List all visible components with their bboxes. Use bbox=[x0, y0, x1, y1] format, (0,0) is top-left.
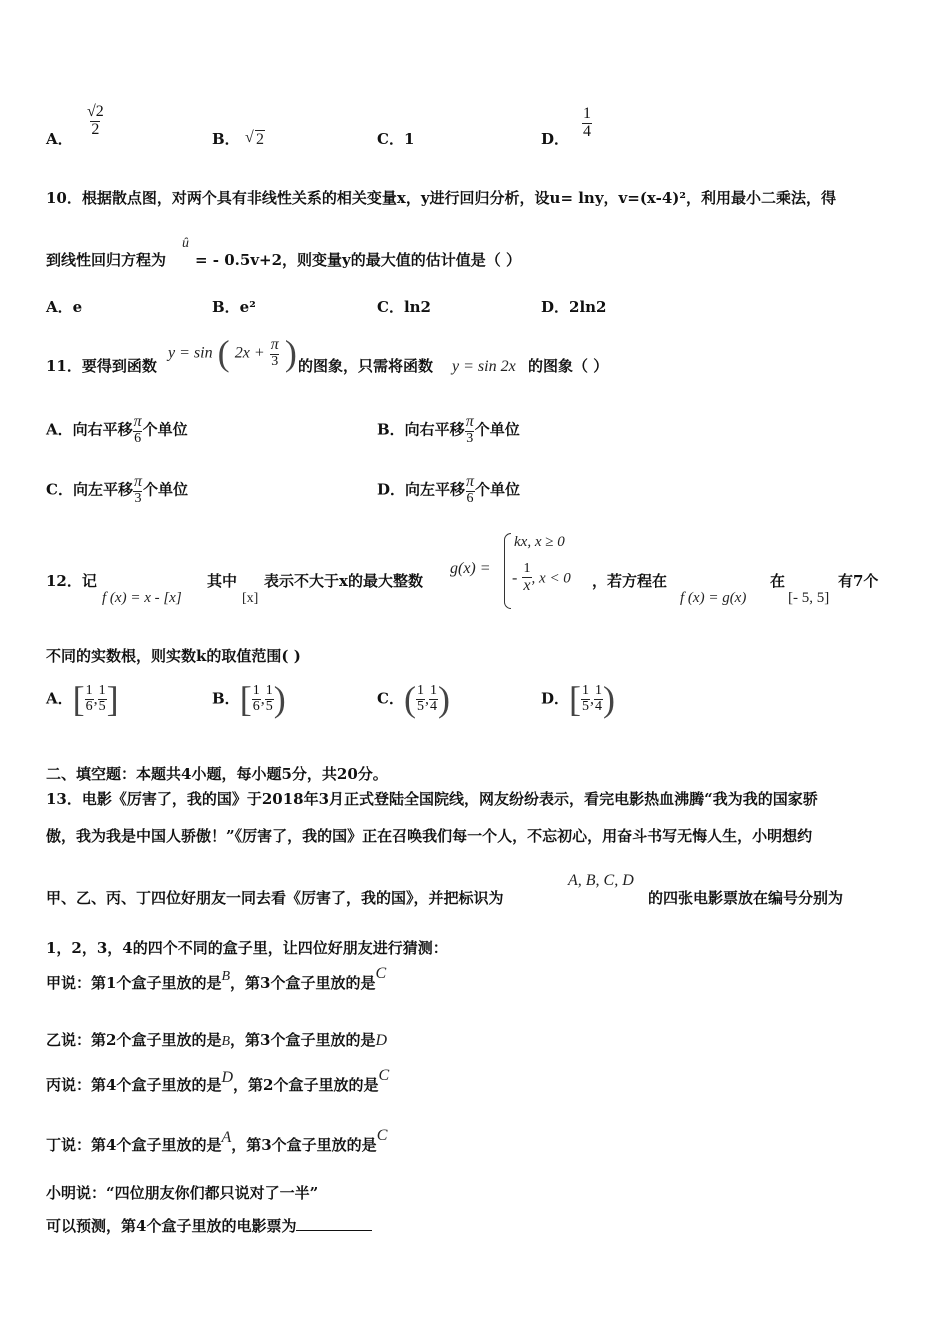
q11-f1-right-paren: ) bbox=[284, 333, 297, 373]
q13-last-line bbox=[46, 1215, 372, 1236]
q12-a-d1: 6 bbox=[85, 698, 93, 714]
q12-case-1: kx, x ≥ 0 bbox=[514, 534, 565, 550]
q11-d-prefix: D．向左平移 bbox=[377, 480, 466, 499]
q12-d-d1: 5 bbox=[582, 698, 590, 714]
q12-floor-x: [x] bbox=[242, 591, 259, 606]
section-2-heading: 二、填空题：本题共4小题，每小题5分，共20分。 bbox=[46, 765, 388, 783]
q11-option-c bbox=[46, 474, 188, 506]
q11-f1-label: y = sin bbox=[168, 344, 213, 362]
q11-b-pi: π bbox=[465, 413, 474, 430]
q11-a-prefix: A．向右平移 bbox=[46, 420, 133, 439]
q12-case2-cond: , x < 0 bbox=[531, 570, 571, 587]
q10-option-c: C．ln2 bbox=[377, 298, 431, 316]
q9-d-denominator: 4 bbox=[583, 122, 591, 140]
q13-yi-y: D bbox=[375, 1032, 388, 1049]
q12-equation: f (x) = g(x) bbox=[680, 590, 747, 606]
q12-ruo: ，若方程在 bbox=[592, 572, 668, 590]
q12-d-d2: 4 bbox=[595, 698, 603, 714]
q11-f1-den: 3 bbox=[271, 353, 279, 369]
q11-d-pi: π bbox=[466, 473, 475, 490]
q9-d-numerator: 1 bbox=[583, 105, 591, 122]
q11-d-suffix: 个单位 bbox=[475, 480, 521, 499]
q12-d-close: ) bbox=[603, 679, 616, 719]
q10-option-a: A．e bbox=[46, 298, 83, 316]
q13-bing-y: C bbox=[378, 1067, 390, 1084]
q12-case-2 bbox=[512, 562, 571, 594]
q13-yi-pre: 乙说：第2个盒子里放的是 bbox=[46, 1031, 222, 1049]
q12-a-d2: 5 bbox=[98, 698, 106, 714]
q9-option-d-fraction bbox=[582, 106, 592, 141]
q12-c-close: ) bbox=[437, 679, 450, 719]
q11-function-1 bbox=[168, 332, 297, 374]
q12-a-label: A． bbox=[46, 689, 73, 708]
q13-jia-y: C bbox=[375, 965, 387, 982]
q12-description: 表示不大于x的最大整数 bbox=[264, 572, 423, 590]
answer-blank[interactable] bbox=[296, 1216, 372, 1231]
q12-a-open: [ bbox=[72, 679, 85, 719]
q11-b-den: 3 bbox=[466, 430, 474, 446]
q11-d-den: 6 bbox=[466, 490, 474, 506]
q12-b-open: [ bbox=[239, 679, 252, 719]
q13-last-text: 可以预测，第4个盒子里放的电影票为 bbox=[46, 1217, 297, 1235]
q13-bing-mid: ，第2个盒子里放的是 bbox=[233, 1076, 379, 1094]
q12-option-d: D．[ $\frac{1}{5}$ , $\frac{1}{4}$ ) bbox=[541, 679, 616, 719]
q12-option-b: B．[ $\frac{1}{6}$ , $\frac{1}{5}$ ) bbox=[212, 679, 286, 719]
q11-b-suffix: 个单位 bbox=[474, 420, 520, 439]
q12-c-label: C． bbox=[377, 689, 404, 708]
q12-option-c: C．( $\frac{1}{5}$ , $\frac{1}{4}$ ) bbox=[377, 679, 450, 719]
q13-jia bbox=[46, 965, 387, 993]
q10-option-b: B．e² bbox=[212, 298, 256, 316]
q13-ding bbox=[46, 1127, 388, 1155]
q12-c-n2: 1 bbox=[429, 682, 437, 698]
q12-case2-den: x bbox=[523, 576, 531, 594]
q12-d-open: [ bbox=[569, 679, 582, 719]
q9-option-a-fraction bbox=[86, 104, 105, 139]
q13-jia-pre: 甲说：第1个盒子里放的是 bbox=[46, 974, 222, 992]
q9-option-d-label: D． bbox=[541, 130, 570, 148]
q13-bing-pre: 丙说：第4个盒子里放的是 bbox=[46, 1076, 222, 1094]
q10-equation: = - 0.5v+2，则变量y的最大值的估计值是（ ） bbox=[195, 251, 521, 269]
q13-ding-y: C bbox=[376, 1127, 388, 1144]
q10-u-hat: û bbox=[182, 236, 189, 251]
q9-option-b-value bbox=[248, 130, 265, 149]
q13-line4: 1，2，3，4的四个不同的盒子里，让四位好朋友进行猜测： bbox=[46, 939, 448, 957]
q11-a-suffix: 个单位 bbox=[142, 420, 188, 439]
q12-qizhong: 其中 bbox=[207, 572, 238, 590]
q11-function-2: y = sin 2x bbox=[452, 358, 516, 375]
q12-a-close: ] bbox=[106, 679, 119, 719]
q13-yi bbox=[46, 1029, 387, 1050]
q12-g-label: g(x) = bbox=[450, 560, 491, 577]
q12-brace bbox=[504, 533, 511, 609]
q11-b-prefix: B．向右平移 bbox=[377, 420, 465, 439]
q13-jia-x: B bbox=[221, 969, 231, 984]
q12-zai: 在 bbox=[770, 572, 786, 590]
q11-c-suffix: 个单位 bbox=[142, 480, 188, 499]
q12-b-n2: 1 bbox=[265, 682, 273, 698]
q12-c-d2: 4 bbox=[429, 698, 437, 714]
q13-line3-suffix: 的四张电影票放在编号分别为 bbox=[648, 889, 844, 907]
q10-stem-line1: 10．根据散点图，对两个具有非线性关系的相关变量x，y进行回归分析，设u= lny，v=(x-4)²，利用最小二乘法，得 bbox=[46, 189, 836, 207]
q12-c-n1: 1 bbox=[416, 682, 424, 698]
q10-option-d: D．2ln2 bbox=[541, 298, 607, 316]
q13-yi-mid: ，第3个盒子里放的是 bbox=[230, 1031, 376, 1049]
q12-line2: 不同的实数根，则实数k的取值范围( ) bbox=[46, 647, 301, 665]
q11-option-a bbox=[46, 414, 188, 446]
q12-d-n2: 1 bbox=[595, 682, 603, 698]
q13-yi-x: B bbox=[221, 1034, 231, 1049]
q13-jia-mid: ，第3个盒子里放的是 bbox=[230, 974, 376, 992]
q12-c-open: ( bbox=[403, 679, 416, 719]
q12-case2-minus: - bbox=[512, 569, 518, 587]
q13-line1: 13．电影《厉害了，我的国》于2018年3月正式登陆全国院线，网友纷纷表示，看完电影热血沸腾“我为我的国家骄 bbox=[46, 790, 818, 808]
q13-xiaoming: 小明说：“四位朋友你们都只说对了一半” bbox=[46, 1184, 319, 1202]
q11-a-den: 6 bbox=[134, 430, 142, 446]
q9-option-b-label: B． bbox=[212, 130, 240, 148]
q11-f1-inner: 2x + bbox=[234, 344, 265, 362]
q12-a-n1: 1 bbox=[85, 682, 93, 698]
q11-c-prefix: C．向左平移 bbox=[46, 480, 133, 499]
q9-a-numerator: √2 bbox=[87, 103, 104, 120]
q11-c-den: 3 bbox=[134, 490, 142, 506]
q12-a-n2: 1 bbox=[98, 682, 106, 698]
q12-f-definition: f (x) = x - [x] bbox=[102, 590, 182, 606]
q13-ding-pre: 丁说：第4个盒子里放的是 bbox=[46, 1136, 222, 1154]
q11-option-d bbox=[377, 474, 520, 506]
q12-case2-num: 1 bbox=[523, 561, 531, 576]
q13-line3-prefix: 甲、乙、丙、丁四位好朋友一同去看《厉害了，我的国》，并把标识为 bbox=[46, 889, 504, 907]
q12-b-label: B． bbox=[212, 689, 240, 708]
q12-d-label: D． bbox=[541, 689, 570, 708]
q11-f1-pi: π bbox=[270, 335, 279, 353]
q12-c-d1: 5 bbox=[416, 698, 424, 714]
q9-a-denominator: 2 bbox=[91, 120, 100, 138]
q13-abcd: A, B, C, D bbox=[568, 872, 634, 889]
q12-d-n1: 1 bbox=[582, 682, 590, 698]
q11-prefix: 11．要得到函数 bbox=[46, 357, 157, 375]
q9-b-sqrt: √ 2 bbox=[255, 130, 265, 149]
q12-option-a: A．[ $\frac{1}{6}$ , $\frac{1}{5}$ ] bbox=[46, 679, 119, 719]
q10-stem-line2-prefix: 到线性回归方程为 bbox=[46, 251, 167, 269]
q13-bing-x: D bbox=[221, 1069, 234, 1086]
q11-suffix: 的图象（ ） bbox=[528, 357, 609, 375]
q11-f1-left-paren: ( bbox=[217, 333, 230, 373]
q9-option-c: C．1 bbox=[377, 130, 415, 148]
q13-ding-x: A bbox=[221, 1129, 232, 1146]
q12-b-d1: 6 bbox=[252, 698, 260, 714]
q9-option-a-label: A． bbox=[46, 130, 73, 148]
q11-a-pi: π bbox=[133, 413, 142, 430]
q13-line2: 傲，我为我是中国人骄傲！”《厉害了，我的国》正在召唤我们每一个人，不忘初心，用奋斗书写无悔人生，小明想约 bbox=[46, 827, 813, 845]
q13-bing bbox=[46, 1067, 390, 1095]
q12-you: 有7个 bbox=[838, 572, 879, 590]
q12-interval: [- 5, 5] bbox=[788, 590, 830, 606]
q11-option-b bbox=[377, 414, 520, 446]
q13-ding-mid: ，第3个盒子里放的是 bbox=[231, 1136, 377, 1154]
q12-b-close: ) bbox=[273, 679, 286, 719]
q12-number: 12．记 bbox=[46, 572, 97, 590]
q11-middle: 的图象，只需将函数 bbox=[298, 357, 434, 375]
q11-c-pi: π bbox=[133, 473, 142, 490]
q12-b-n1: 1 bbox=[252, 682, 260, 698]
q12-b-d2: 5 bbox=[265, 698, 273, 714]
